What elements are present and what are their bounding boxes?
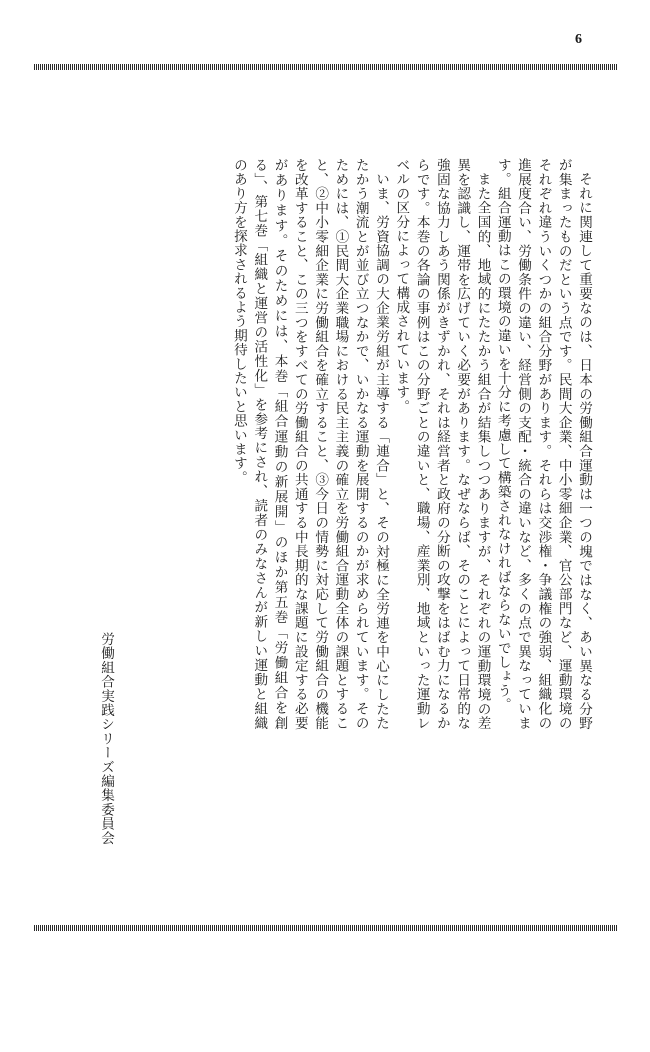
paragraph-3: いま、労資協調の大企業労組が主導する「連合」と、その対極に全労連を中心にしたたたかう潮流とが並び立つなかで、いかなる運動を展開するのかが求められています。そのためには、①民間大企業職場における民主主義の確立を労働組合運動全体の課題とすること、②中小零細企業に労働組合を確立すること、③今日の情勢に対応して労働組合の機能を改革すること、この三つをすべての労働組合の共通する中長期的な課題に設定する必要があります。そのためには、本巻「組合運動の新展開」のほか第五巻「労働組合を創る」、第七巻「組織と運営の活性化」を参考にされ、読者のみなさんが新しい運動と組織のあり方を探求されるよう期待したいと思います。 — [230, 158, 390, 730]
page-number: 6 — [575, 32, 582, 47]
signature: 労働組合実践シリーズ編集委員会 — [98, 632, 114, 845]
top-rule — [34, 64, 618, 70]
paragraph-2: また全国的、地域的にたたかう組合が結集しつつありますが、それぞれの運動環境の差異を認識し、運帯を広げていく必要があります。なぜならば、そのことによって日常的な強固な協力しあう関係がきずかれ、それは経営者と政府の分断の攻撃をはばむ力になるからです。本巻の各論の事例はこの分野ごとの違いと、職場、産業別、地域といった運動レベルの区分によって構成されています。 — [393, 158, 491, 730]
paragraph-1: それに関連して重要なのは、日本の労働組合運動は一つの塊ではなく、あい異なる分野が集まったものだという点です。民間大企業、中小零細企業、官公部門など、運動環境のそれぞれ違ういくつかの組合分野があります。それらは交渉権・争議権の強弱、組織化の進展度合い、労働条件の違い、経営側の支配・統合の違いなど、多くの点で異なっています。組合運動はこの環境の違いを十分に考慮して構築されなければならないでしょう。 — [494, 158, 592, 730]
body-text — [74, 158, 594, 730]
bottom-rule — [34, 925, 618, 931]
